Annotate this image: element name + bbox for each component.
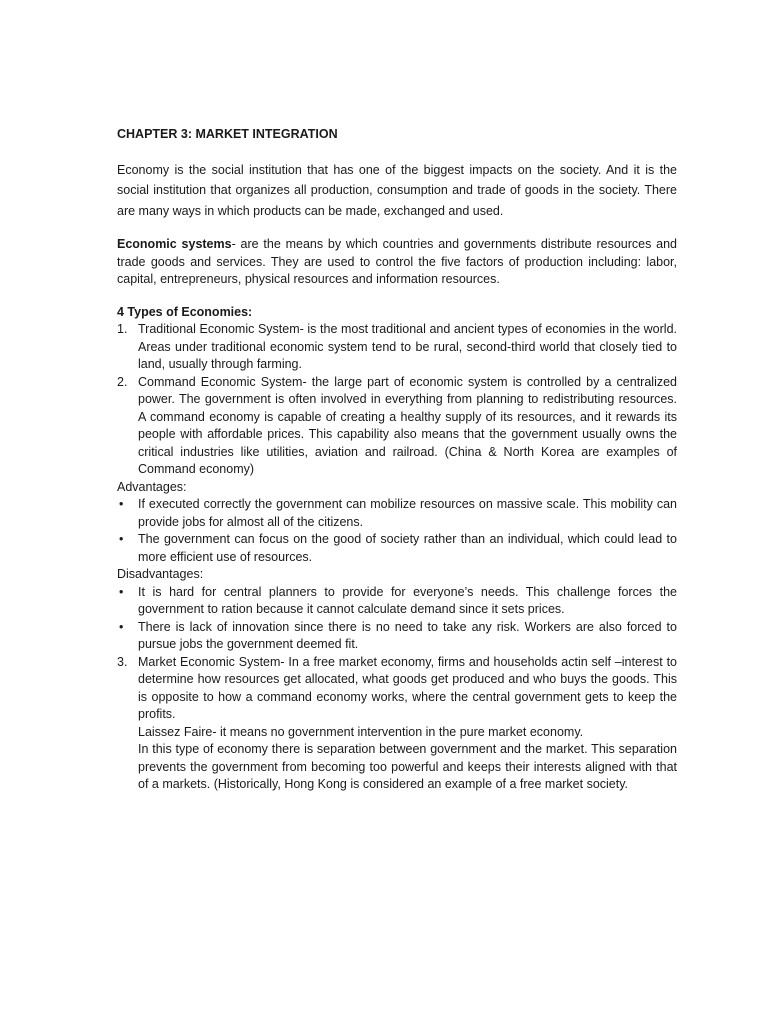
bullet-icon: • (119, 584, 124, 599)
bullet-text: The government can focus on the good of society rather than an individual, which could lead to more efficient use of resources. (138, 532, 677, 564)
list-item (117, 496, 677, 531)
disadvantages-label: Disadvantages: (117, 567, 204, 581)
economic-systems-term: Economic systems (117, 237, 232, 251)
economic-systems-definition: - are the means by which countries and governments distribute resources and trade goods and services. They are used to control the five factors of production including: labor, capital, entrepreneurs, physical resources and information resources. (117, 237, 677, 286)
bullet-icon: • (119, 532, 124, 546)
list-item-traditional (117, 321, 677, 374)
bullet-text: If executed correctly the government can mobilize resources on massive scale. This mobility can provide jobs for almost all of the citizens. (138, 497, 677, 529)
advantages-list (117, 496, 677, 566)
list-item (117, 619, 677, 654)
list-marker: 1. (117, 322, 128, 336)
list-item-text: Traditional Economic System- is the most traditional and ancient types of economies in the world. Areas under traditional economic system tend to be rural, second-third world that closely tied to land, usually through farming. (138, 322, 677, 371)
list-item-text: Market Economic System- In a free market economy, firms and households actin self –interest to determine how resources get allocated, what goods get produced and who buys the goods. This is opposite to how a command economy works, where the central government gets to keep the profits. (138, 654, 677, 721)
list-item (117, 531, 677, 566)
list-item-text: Command Economic System- the large part of economic system is controlled by a centralized power. The government is often involved in everything from planning to redistributing resources. A command economy is capable of creating a healthy supply of its resources, and it rewards its people with affordable prices. This capability also means that the government usually owns the critical industries like utilities, aviation and railroad. (China & North Korea are examples of Command economy) (138, 374, 677, 476)
list-item-market (117, 654, 677, 724)
chapter-title: CHAPTER 3: MARKET INTEGRATION (117, 127, 338, 141)
advantages-label: Advantages: (117, 479, 187, 494)
intro-paragraph: Economy is the social institution that has one of the biggest impacts on the society. And it is the social institution that organizes all production, consumption and trade of goods in the society. There are many ways in which products can be made, exchanged and used. (117, 162, 677, 218)
types-list (117, 321, 677, 479)
list-item-command (117, 374, 677, 479)
types-list-continued (117, 654, 677, 724)
economic-systems-paragraph (117, 236, 677, 289)
list-marker: 2. (117, 374, 128, 389)
types-title: 4 Types of Economies: (117, 304, 253, 319)
bullet-text: There is lack of innovation since there is no need to take any risk. Workers are also forced to pursue jobs the government deemed fit. (138, 619, 677, 651)
laissez-faire-line: Laissez Faire- it means no government intervention in the pure market economy. (138, 724, 584, 739)
disadvantages-list (117, 584, 677, 654)
bullet-text: It is hard for central planners to provide for everyone’s needs. This challenge forces the government to ration because it cannot calculate demand since it sets prices. (138, 584, 677, 616)
bullet-icon: • (119, 619, 124, 634)
document-page (117, 126, 677, 794)
list-marker: 3. (117, 654, 128, 669)
separation-paragraph: In this type of economy there is separation between government and the market. This separation prevents the government from becoming too powerful and keeps their interests aligned with that of a markets. (Historically, Hong Kong is considered an example of a free market society. (138, 742, 677, 791)
list-item (117, 584, 677, 619)
bullet-icon: • (119, 497, 124, 511)
